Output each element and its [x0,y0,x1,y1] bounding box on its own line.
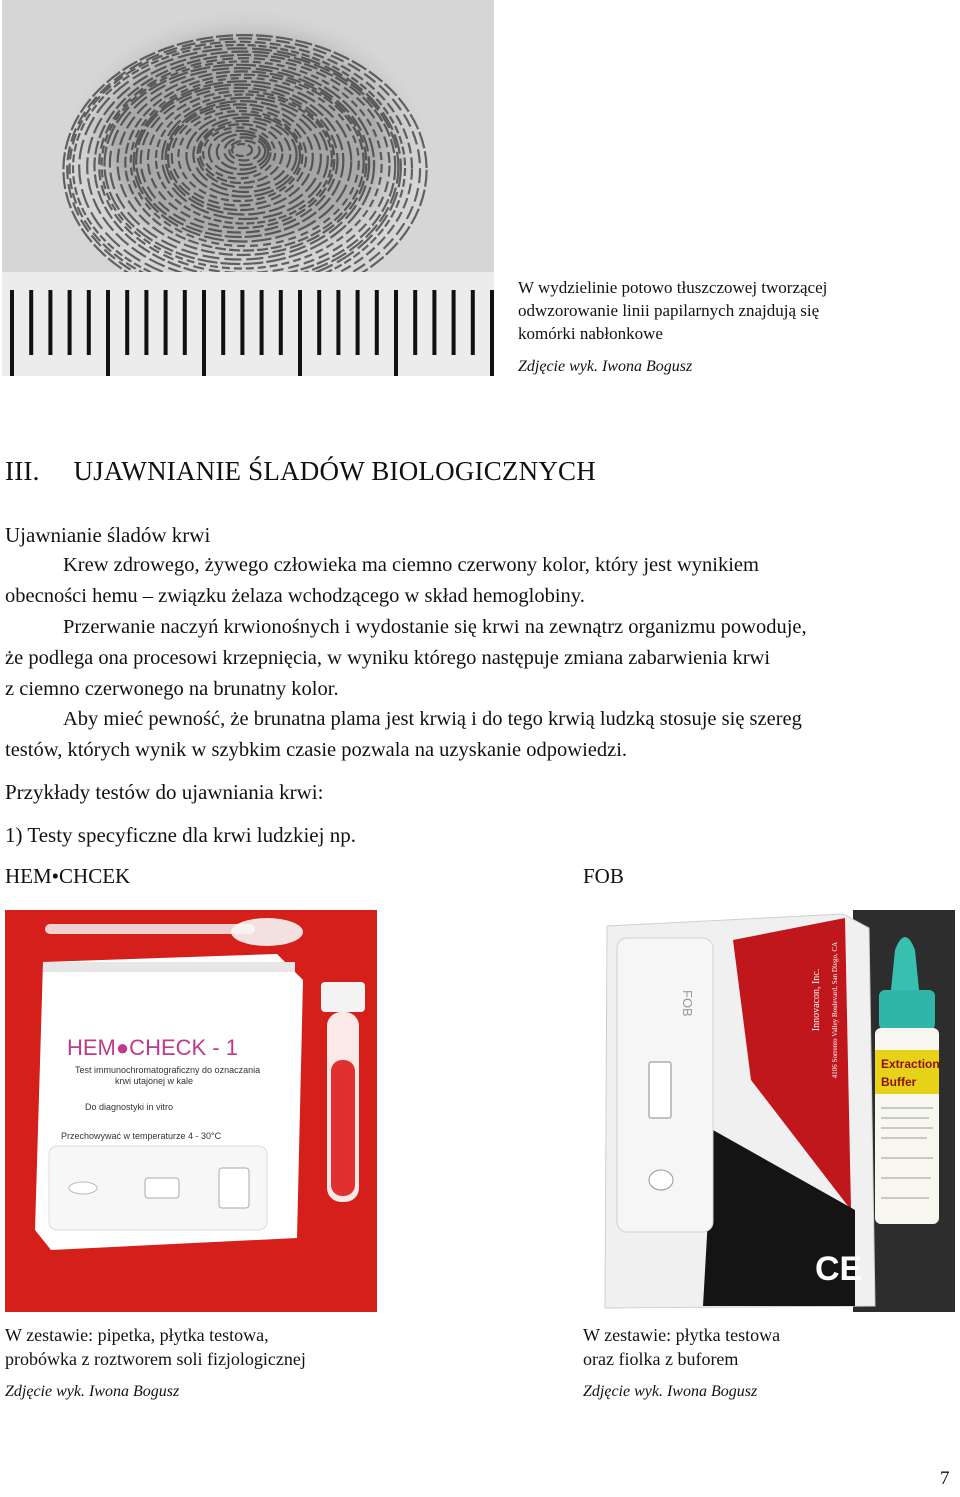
text-line: Aby mieć pewność, że brunatna plama jest krwią i do tego krwią ludzką stosuje się szereg [63,708,802,730]
paragraph-3 [5,704,957,766]
hemcheck-desc-3: Do diagnostyki in vitro [85,1102,174,1112]
hemcheck-desc-4: Przechowywać w temperaturze 4 - 30°C [61,1131,222,1141]
caption-line: oraz fiolka z buforem [583,1349,739,1369]
text-line: obecności hemu – związku żelaza wchodzącego w skład hemoglobiny. [5,585,585,607]
paragraph-1 [5,550,957,612]
test-name-fob: FOB [583,864,624,888]
buffer-label-1: Extraction [881,1057,940,1071]
text-line: testów, których wynik w szybkim czasie pozwala na uzyskanie odpowiedzi. [5,739,628,761]
subsection-title: Ujawnianie śladów krwi [5,523,211,547]
text-line: z ciemno czerwonego na brunatny kolor. [5,678,339,700]
paragraph-2 [5,612,957,705]
test-name-hemcheck: HEM•CHCEK [5,864,131,888]
caption-line: komórki nabłonkowe [518,324,663,343]
list-item-1: 1) Testy specyficzne dla krwi ludzkiej np. [5,823,356,847]
hemcheck-desc-2: krwi utajonej w kale [115,1076,194,1086]
caption-line: W wydzielinie potowo tłuszczowej tworzącej [518,278,828,297]
photo-credit: Zdjęcie wyk. Iwona Bogusz [5,1383,180,1400]
caption-line: odwzorowanie linii papilarnych znajdują się [518,301,820,320]
text-line: Przerwanie naczyń krwionośnych i wydostanie się krwi na zewnątrz organizmu powoduje, [63,616,807,638]
fob-cassette-label: FOB [680,990,695,1017]
hemcheck-image [5,910,377,1312]
hemcheck-brand: HEM●CHECK - 1 [67,1035,238,1060]
photo-credit: Zdjęcie wyk. Iwona Bogusz [583,1383,758,1400]
fingerprint-caption [518,276,958,345]
caption-line: probówka z roztworem soli fizjologicznej [5,1349,306,1369]
ce-mark: CE [815,1250,863,1288]
hemcheck-desc-1: Test immunochromatograficzny do oznaczania [75,1065,261,1075]
fob-company: Innovacon, Inc. [811,968,822,1032]
hemcheck-photo [5,910,377,1312]
examples-heading: Przykłady testów do ujawniania krwi: [5,780,324,804]
caption-line: W zestawie: płytka testowa [583,1325,781,1345]
fob-address: 4106 Sorrento Valley Boulevard, San Diego, CA [831,941,839,1079]
fob-image [583,910,955,1312]
text-line: że podlega ona procesowi krzepnięcia, w wyniku którego następuje zmiana zabarwienia krwi [5,647,771,669]
fob-photo [583,910,955,1312]
section-title: UJAWNIANIE ŚLADÓW BIOLOGICZNYCH [73,456,596,486]
section-number: III. [5,456,40,486]
fingerprint-photo [2,0,494,376]
section-heading [5,456,955,487]
page-number: 7 [940,1468,950,1489]
text-line: Krew zdrowego, żywego człowieka ma ciemno czerwony kolor, który jest wynikiem [63,554,759,576]
hemcheck-caption [5,1323,385,1371]
buffer-label-2: Buffer [881,1075,917,1089]
photo-credit: Zdjęcie wyk. Iwona Bogusz [518,358,693,375]
fingerprint-image [2,0,494,376]
fob-caption [583,1323,953,1371]
caption-line: W zestawie: pipetka, płytka testowa, [5,1325,269,1345]
